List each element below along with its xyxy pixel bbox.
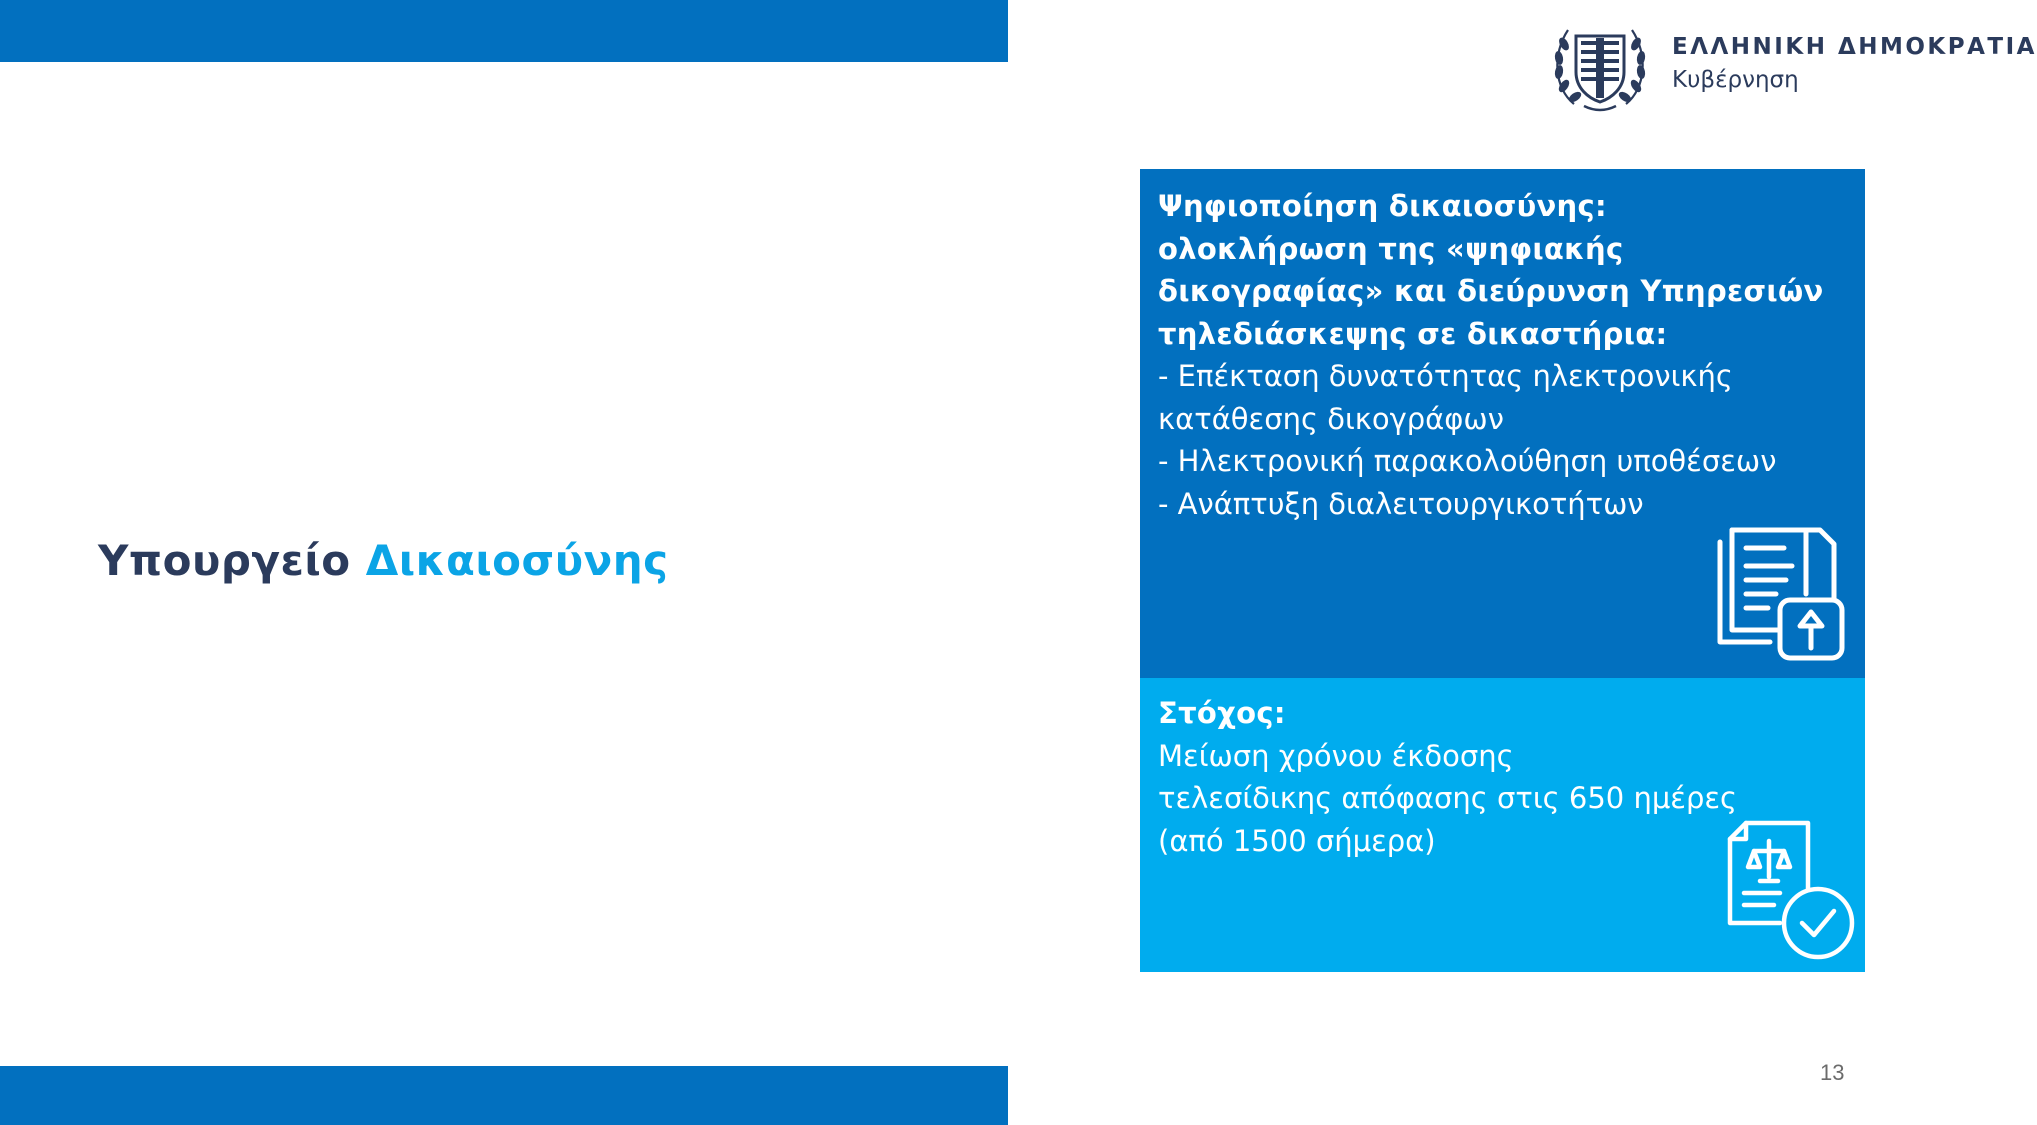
ministry-name: Δικαιοσύνης — [365, 536, 669, 585]
digitization-item-line: - Ηλεκτρονική παρακολούθηση υποθέσεων — [1158, 444, 1777, 478]
digitization-panel — [1140, 169, 1865, 678]
digitization-heading-line: ολοκλήρωση της «ψηφιακής — [1158, 231, 1624, 266]
document-upload-icon — [1710, 514, 1850, 664]
digitization-heading-line: δικογραφίας» και διεύρυνση Υπηρεσιών — [1158, 274, 1824, 308]
digitization-item-line: - Ανάπτυξη διαλειτουργικοτήτων — [1158, 486, 1644, 521]
top-accent-bar — [0, 0, 1008, 62]
greek-coat-of-arms-icon — [1548, 14, 1652, 118]
digitization-heading-line: Ψηφιοποίηση δικαιοσύνης: — [1158, 189, 1607, 223]
goal-line: (από 1500 σήμερα) — [1158, 823, 1436, 858]
digitization-text — [1158, 185, 1858, 525]
digitization-item-line: κατάθεσης δικογράφων — [1158, 401, 1504, 436]
government-logo — [1548, 14, 2037, 120]
logo-subtitle: Κυβέρνηση — [1672, 67, 1799, 93]
legal-document-check-icon — [1720, 811, 1860, 961]
goal-heading: Στόχος: — [1158, 696, 1286, 730]
digitization-item-line: - Επέκταση δυνατότητας ηλεκτρονικής — [1158, 359, 1733, 393]
ministry-prefix: Υπουργείο — [98, 536, 351, 585]
goal-panel — [1140, 678, 1865, 972]
goal-line: τελεσίδικης απόφασης στις 650 ημέρες — [1158, 781, 1738, 815]
digitization-heading-line: τηλεδιάσκεψης σε δικαστήρια: — [1158, 316, 1668, 351]
page-number: 13 — [1820, 1060, 1845, 1085]
logo-title: ΕΛΛΗΝΙΚΗ ΔΗΜΟΚΡΑΤΙΑ — [1672, 34, 2037, 60]
bottom-accent-bar — [0, 1066, 1008, 1125]
goal-line: Μείωση χρόνου έκδοσης — [1158, 738, 1514, 773]
ministry-title — [98, 536, 669, 585]
